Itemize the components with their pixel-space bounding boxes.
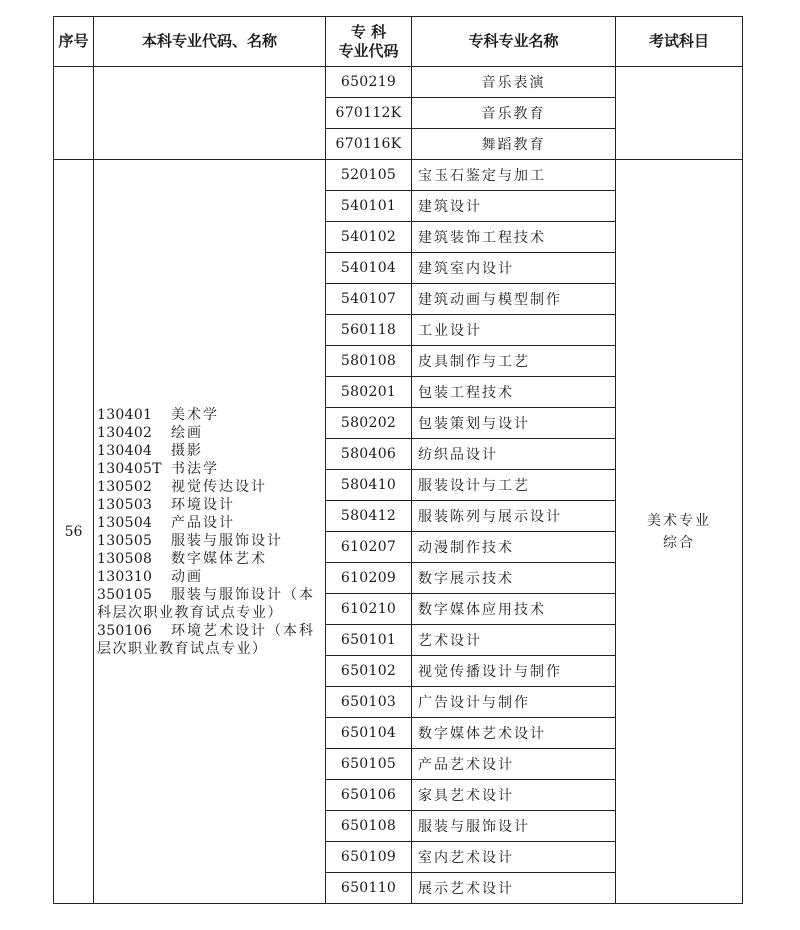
junior-code: 560118 xyxy=(326,315,412,346)
undergrad-code: 130402 xyxy=(97,424,153,441)
undergrad-list xyxy=(94,160,326,904)
header-junior-code xyxy=(326,17,412,67)
junior-name: 数字媒体应用技术 xyxy=(412,594,616,625)
junior-name: 服装与服饰设计 xyxy=(412,811,616,842)
table-header-row xyxy=(54,17,743,67)
undergrad-name: 绘画 xyxy=(171,424,203,441)
junior-code: 540104 xyxy=(326,253,412,284)
undergrad-item xyxy=(97,586,325,622)
junior-code: 580201 xyxy=(326,377,412,408)
junior-code: 650103 xyxy=(326,687,412,718)
undergrad-item xyxy=(97,514,325,532)
undergrad-name: 美术学 xyxy=(171,406,219,423)
junior-code: 610209 xyxy=(326,563,412,594)
junior-code: 580410 xyxy=(326,470,412,501)
undergrad-code: 130405T xyxy=(97,460,162,477)
undergrad-item xyxy=(97,442,325,460)
header-junior-code-line1: 专 科 xyxy=(350,22,387,41)
junior-name: 包装工程技术 xyxy=(412,377,616,408)
undergrad-item xyxy=(97,496,325,514)
table-row xyxy=(54,160,743,191)
junior-name: 产品艺术设计 xyxy=(412,749,616,780)
junior-code: 670116K xyxy=(326,129,412,160)
undergrad-item xyxy=(97,478,325,496)
junior-name: 纺织品设计 xyxy=(412,439,616,470)
undergrad-name: 产品设计 xyxy=(171,514,235,531)
junior-name: 工业设计 xyxy=(412,315,616,346)
junior-name: 艺术设计 xyxy=(412,625,616,656)
undergrad-code: 130503 xyxy=(97,496,153,513)
junior-code: 650106 xyxy=(326,780,412,811)
undergrad-code: 130502 xyxy=(97,478,153,495)
exam-subject-line1: 美术专业 xyxy=(647,512,711,529)
junior-code: 520105 xyxy=(326,160,412,191)
junior-code: 580108 xyxy=(326,346,412,377)
prev-seq-cell xyxy=(54,67,94,160)
junior-code: 650105 xyxy=(326,749,412,780)
undergrad-item xyxy=(97,424,325,442)
junior-name: 动漫制作技术 xyxy=(412,532,616,563)
junior-name: 皮具制作与工艺 xyxy=(412,346,616,377)
junior-code: 580202 xyxy=(326,408,412,439)
undergrad-code: 350106 xyxy=(97,622,153,639)
undergrad-name-cont: 层次职业教育试点专业） xyxy=(97,640,268,657)
undergrad-item xyxy=(97,622,325,658)
undergrad-name: 摄影 xyxy=(171,442,203,459)
undergrad-code: 130505 xyxy=(97,532,153,549)
junior-code: 540101 xyxy=(326,191,412,222)
header-seq: 序号 xyxy=(54,17,94,67)
undergrad-name: 数字媒体艺术 xyxy=(171,550,267,567)
junior-code: 580406 xyxy=(326,439,412,470)
junior-code: 610207 xyxy=(326,532,412,563)
junior-name: 包装策划与设计 xyxy=(412,408,616,439)
undergrad-item xyxy=(97,532,325,550)
junior-code: 540102 xyxy=(326,222,412,253)
junior-code: 650102 xyxy=(326,656,412,687)
prev-exam-cell xyxy=(616,67,743,160)
junior-code: 650108 xyxy=(326,811,412,842)
junior-name: 建筑设计 xyxy=(412,191,616,222)
undergrad-name: 环境设计 xyxy=(171,496,235,513)
junior-name: 数字媒体艺术设计 xyxy=(412,718,616,749)
undergrad-item xyxy=(97,568,325,586)
junior-name: 广告设计与制作 xyxy=(412,687,616,718)
header-junior-name: 专科专业名称 xyxy=(412,17,616,67)
undergrad-code: 130404 xyxy=(97,442,153,459)
prev-undergrad-cell xyxy=(94,67,326,160)
junior-name: 宝玉石鉴定与加工 xyxy=(412,160,616,191)
junior-name: 室内艺术设计 xyxy=(412,842,616,873)
junior-code: 670112K xyxy=(326,98,412,129)
junior-name: 数字展示技术 xyxy=(412,563,616,594)
undergrad-item xyxy=(97,550,325,568)
undergrad-name: 视觉传达设计 xyxy=(171,478,267,495)
junior-name: 视觉传播设计与制作 xyxy=(412,656,616,687)
undergrad-name-cont: 科层次职业教育试点专业） xyxy=(97,604,283,621)
junior-name: 建筑室内设计 xyxy=(412,253,616,284)
majors-exam-table xyxy=(53,16,743,904)
junior-code: 580412 xyxy=(326,501,412,532)
junior-name: 音乐表演 xyxy=(412,67,616,98)
junior-name: 服装陈列与展示设计 xyxy=(412,501,616,532)
junior-code: 650219 xyxy=(326,67,412,98)
header-undergrad: 本科专业代码、名称 xyxy=(94,17,326,67)
junior-name: 建筑装饰工程技术 xyxy=(412,222,616,253)
undergrad-item xyxy=(97,460,325,478)
seq-56: 56 xyxy=(54,160,94,904)
undergrad-code: 130310 xyxy=(97,568,153,585)
junior-name: 服装设计与工艺 xyxy=(412,470,616,501)
junior-code: 610210 xyxy=(326,594,412,625)
undergrad-name: 服装与服饰设计 xyxy=(171,532,283,549)
undergrad-code: 130508 xyxy=(97,550,153,567)
exam-subject-line2: 综合 xyxy=(663,534,695,551)
exam-subject xyxy=(616,160,743,904)
junior-code: 650109 xyxy=(326,842,412,873)
undergrad-code: 350105 xyxy=(97,586,153,603)
undergrad-code: 130401 xyxy=(97,406,153,423)
undergrad-name: 动画 xyxy=(171,568,203,585)
undergrad-name: 环境艺术设计（本科 xyxy=(171,622,315,639)
table-row xyxy=(54,67,743,98)
junior-name: 建筑动画与模型制作 xyxy=(412,284,616,315)
undergrad-name: 服装与服饰设计（本 xyxy=(171,586,315,603)
junior-name: 音乐教育 xyxy=(412,98,616,129)
undergrad-item xyxy=(97,406,325,424)
junior-code: 650101 xyxy=(326,625,412,656)
undergrad-code: 130504 xyxy=(97,514,153,531)
junior-code: 650104 xyxy=(326,718,412,749)
header-exam: 考试科目 xyxy=(616,17,743,67)
undergrad-name: 书法学 xyxy=(171,460,219,477)
junior-name: 家具艺术设计 xyxy=(412,780,616,811)
junior-name: 展示艺术设计 xyxy=(412,873,616,904)
junior-code: 650110 xyxy=(326,873,412,904)
header-junior-code-line2: 专业代码 xyxy=(338,41,399,60)
junior-name: 舞蹈教育 xyxy=(412,129,616,160)
junior-code: 540107 xyxy=(326,284,412,315)
